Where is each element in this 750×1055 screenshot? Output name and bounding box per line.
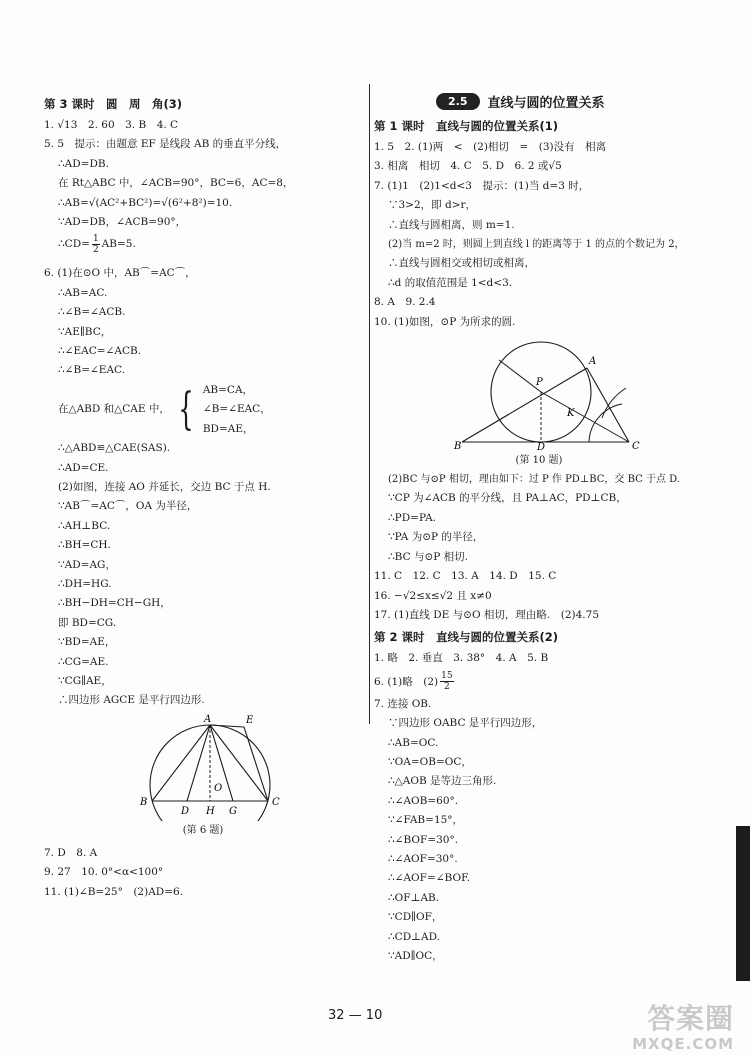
- answer-line: ∴∠AOB=60°.: [388, 794, 459, 807]
- label-e: E: [246, 714, 254, 726]
- answer-line: ∴△ABD≌△CAE(SAS).: [58, 442, 171, 455]
- answer-line: ∴直线与圆相交或相切或相离，: [388, 257, 535, 270]
- answer-line: ∴CG=AE.: [58, 655, 109, 668]
- left-column: [44, 92, 362, 902]
- chapter-badge: 2.5: [436, 93, 480, 110]
- answer-line: ∴∠B=∠ACB.: [58, 306, 126, 319]
- answer-line: 1. 略 2. 垂直 3. 38° 4. A 5. B: [374, 652, 549, 665]
- answer-line: ∴AD=CE.: [58, 461, 109, 474]
- answer-line: 11. C 12. C 13. A 14. D 15. C: [374, 570, 557, 583]
- answer-line: (2)如图，连接 AO 并延长，交边 BC 于点 H.: [58, 480, 271, 493]
- answer-line: 1. 5 2. (1)两 < (2)相切 = (3)没有 相离: [374, 141, 607, 153]
- answer-line: ∵AD=AG，: [58, 558, 116, 571]
- answer-line: ∴CD⊥AD.: [388, 930, 440, 943]
- congruence-conditions: 在△ABD 和△CAE 中， { AB=CA， ∠B=∠EAC， BD=AE，: [58, 383, 271, 435]
- answer-line: ∵AB⌒=AC⌒，OA 为半径，: [58, 500, 198, 513]
- lesson-heading-2: 第 2 课时 直线与圆的位置关系(2): [374, 630, 559, 645]
- answer-line: 6. (1)在⊙O 中，AB⌒=AC⌒，: [44, 267, 196, 280]
- label-c: C: [272, 796, 280, 808]
- lesson-heading-3: 第 3 课时 圆 周 角(3): [44, 97, 183, 111]
- fraction: $\frac{1}{2}$: [92, 233, 99, 255]
- answer-line: ∴△AOB 是等边三角形.: [388, 775, 497, 788]
- answer-line: 16. −√2≤x≤√2 且 x≠0: [374, 589, 492, 602]
- answer-line: 即 BD=CG.: [58, 616, 117, 629]
- label-a: A: [589, 356, 597, 368]
- figure-6-caption: (第 6 题): [182, 824, 224, 836]
- answer-line: ∴AH⊥BC.: [58, 519, 111, 532]
- fraction: $\frac{15}{2}$: [441, 671, 453, 693]
- chapter-title: 直线与圆的位置关系: [487, 95, 605, 111]
- edge-tab: [736, 826, 750, 981]
- answer-line: ∴AB=OC.: [388, 736, 439, 749]
- answer-line: ∵AE∥BC，: [58, 325, 112, 338]
- answer-line: ∴AD=DB.: [58, 157, 109, 170]
- answer-line: 11. (1)∠B=25° (2)AD=6.: [44, 885, 184, 898]
- figure-6: [44, 713, 362, 821]
- answer-line: 7. D 8. A: [44, 846, 98, 859]
- label-k: K: [567, 408, 575, 420]
- answer-line: ∴BH=CH.: [58, 539, 111, 552]
- answer-line: ∴BH−DH=CH−GH，: [58, 597, 171, 610]
- answer-line-fraction: 6. (1)略 (2) $\frac{15}{2}$: [374, 671, 453, 693]
- answer-line: ∴PD=PA.: [388, 511, 436, 524]
- answer-line: ∴AB=√(AC²+BC²)=√(6²+8²)=10.: [58, 196, 233, 209]
- label-b: B: [140, 796, 148, 808]
- answer-line: ∵AD∥OC，: [388, 950, 443, 962]
- answer-line: ∴DH=HG.: [58, 577, 112, 590]
- answer-line: ∴d 的取值范围是 1<d<3.: [388, 276, 513, 289]
- label-p: P: [536, 377, 543, 389]
- column-divider: [369, 84, 370, 724]
- label-b: B: [454, 441, 462, 451]
- answer-line: 在 Rt△ABC 中，∠ACB=90°，BC=6，AC=8，: [58, 177, 294, 190]
- answer-line: ∵PA 为⊙P 的半径，: [388, 531, 484, 544]
- answer-line: ∴∠AOF=∠BOF.: [388, 872, 471, 885]
- answer-line: 3. 相离 相切 4. C 5. D 6. 2 或√5: [374, 160, 562, 173]
- answer-line: 10. (1)如图，⊙P 为所求的圆.: [374, 315, 516, 328]
- brace: {: [178, 383, 194, 435]
- label-o: O: [214, 782, 223, 794]
- answer-line: 17. (1)直线 DE 与⊙O 相切，理由略. (2)4.75: [374, 608, 600, 621]
- answer-line: ∴OF⊥AB.: [388, 891, 440, 904]
- answer-line: ∴AB=AC.: [58, 286, 108, 299]
- answer-line: (2)当 m=2 时，则圆上到直线 l 的距离等于 1 的点的个数记为 2，: [388, 239, 685, 251]
- answer-line: 1. √13 2. 60 3. B 4. C: [44, 119, 179, 131]
- chapter-header: [436, 90, 704, 112]
- answer-line: (2)BC 与⊙P 相切，理由如下：过 P 作 PD⊥BC，交 BC 于点 D.: [388, 474, 680, 486]
- answer-line: 7. (1)1 (2)1<d<3 提示：(1)当 d=3 时，: [374, 179, 590, 192]
- answer-line: ∴BC 与⊙P 相切.: [388, 550, 469, 563]
- figure-10-caption: (第 10 题): [515, 455, 563, 467]
- answer-line: ∴四边形 AGCE 是平行四边形.: [58, 694, 205, 707]
- lesson-heading-1: 第 1 课时 直线与圆的位置关系(1): [374, 119, 559, 133]
- answer-line: ∴∠EAC=∠ACB.: [58, 345, 142, 358]
- right-column: [374, 92, 704, 966]
- page-number: 32 — 10: [328, 1008, 383, 1023]
- answer-line: ∴∠B=∠EAC.: [58, 364, 126, 377]
- answer-line: ∴∠BOF=30°.: [388, 833, 459, 846]
- answer-line: ∴直线与圆相离，则 m=1.: [388, 218, 515, 231]
- answer-line: ∵BD=AE，: [58, 636, 116, 649]
- answer-line: ∵3>2，即 d>r，: [388, 199, 477, 212]
- answer-line: 5. 5 提示：由题意 EF 是线段 AB 的垂直平分线，: [44, 138, 287, 151]
- answer-line: ∵CD∥OF，: [388, 911, 443, 924]
- label-a: A: [204, 713, 212, 725]
- answer-line: ∵∠FAB=15°，: [388, 814, 464, 827]
- label-h: H: [206, 805, 215, 817]
- label-c: C: [632, 441, 640, 451]
- answer-line: 8. A 9. 2.4: [374, 296, 436, 309]
- answer-line: ∵AD=DB，∠ACB=90°，: [58, 216, 187, 229]
- answer-line-fraction: ∴CD= $\frac{1}{2}$ AB=5.: [58, 233, 136, 255]
- answer-line: ∵OA=OB=OC，: [388, 755, 472, 768]
- answer-line: ∵CP 为∠ACB 的平分线，且 PA⊥AC，PD⊥CB，: [388, 492, 627, 505]
- answer-line: 7. 连接 OB.: [374, 697, 432, 710]
- answer-line: ∴∠AOF=30°.: [388, 852, 458, 865]
- answer-line: 9. 27 10. 0°<α<100°: [44, 866, 164, 879]
- label-g: G: [229, 805, 237, 817]
- answer-line: ∵CG∥AE，: [58, 674, 112, 687]
- answer-line: ∵四边形 OABC 是平行四边形，: [388, 717, 543, 730]
- label-d: D: [537, 442, 546, 451]
- watermark-logo: 答案圈 MXQE.COM: [632, 1002, 734, 1053]
- figure-10: [374, 332, 704, 450]
- label-d: D: [181, 805, 190, 817]
